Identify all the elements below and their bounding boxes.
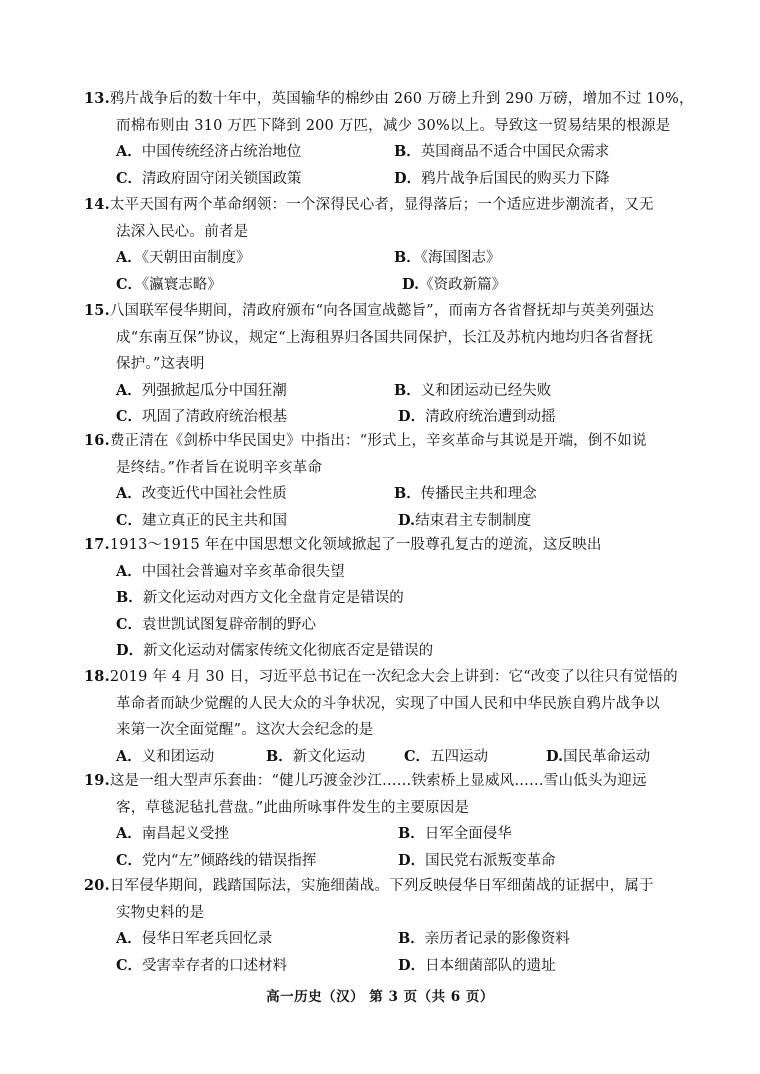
question-number: 14. (84, 196, 110, 213)
option-a: A．列强掀起瓜分中国狂潮 (116, 381, 287, 399)
question-number: 18. (84, 668, 110, 685)
options (84, 139, 684, 192)
option-b: B．英国商品不适合中国民众需求 (394, 143, 610, 160)
option-b: B．传播民主共和理念 (394, 485, 537, 502)
question-number: 13. (84, 90, 110, 107)
option-d: D．鸦片战争后国民的购买力下降 (394, 169, 610, 187)
question-number: 16. (84, 432, 110, 449)
options (84, 926, 684, 979)
question-17 (84, 532, 684, 665)
question-stem-line: 15.八国联军侵华期间，清政府颁布“向各国宣战懿旨”，而南方各省督抚却与英美列强达 (84, 302, 655, 319)
page-footer: 高一历史（汉） 第 3 页（共 6 页） (266, 989, 494, 1005)
question-stem-line: 实物史料的是 (116, 904, 205, 921)
option-c: C．五四运动 (404, 747, 489, 765)
question-stem-line: 客，草毯泥毡扎营盘。”此曲所咏事件发生的主要原因是 (116, 799, 470, 816)
option-b: B．《海国图志》 (394, 249, 501, 266)
option-b: B．义和团运动已经失败 (394, 381, 552, 399)
question-18 (84, 664, 684, 770)
question-stem-line: 13.鸦片战争后的数十年中，英国输华的棉纱由 260 万磅上升到 290 万磅，增加不过 10%， (84, 90, 694, 107)
question-number: 19. (84, 772, 110, 789)
question-20 (84, 873, 684, 979)
question-19 (84, 768, 684, 874)
option-d: D.《资政新篇》 (402, 275, 507, 293)
option-a: A．中国社会普遍对辛亥革命很失望 (116, 562, 345, 580)
question-13 (84, 86, 694, 192)
question-stem-line: 革命者而缺少觉醒的人民大众的斗争状况，实现了中国人民和中华民族自鸦片战争以 (116, 695, 660, 712)
option-a: A．《天朝田亩制度》 (116, 249, 251, 266)
options (84, 378, 684, 431)
question-stem-line: 14.太平天国有两个革命纲领：一个深得民心者，显得落后；一个适应进步潮流者，又无 (84, 196, 654, 213)
option-d: D.结束君主专制制度 (398, 511, 532, 529)
question-15 (84, 298, 684, 431)
option-c: C．清政府固守闭关锁国政策 (116, 169, 302, 187)
option-d: D．新文化运动对儒家传统文化彻底否定是错误的 (116, 642, 434, 659)
option-d: D．国民党右派叛变革命 (398, 851, 556, 869)
option-c: C．建立真正的民主共和国 (116, 511, 288, 529)
options (84, 744, 684, 771)
option-c: C．袁世凯试图复辟帝制的野心 (116, 615, 317, 633)
option-a: A．南昌起义受挫 (116, 825, 229, 842)
option-a: A．侵华日军老兵回忆录 (116, 930, 273, 947)
option-b: B．日军全面侵华 (398, 825, 512, 842)
options (84, 481, 684, 534)
option-d: D.国民革命运动 (546, 747, 651, 765)
question-stem-line: 16.费正清在《剑桥中华民国史》中指出：“形式上，辛亥革命与其说是开端，倒不如说 (84, 432, 647, 449)
option-a: A．改变近代中国社会性质 (116, 485, 287, 502)
option-a: A．中国传统经济占统治地位 (116, 143, 302, 160)
options (84, 821, 684, 874)
question-number: 15. (84, 302, 110, 319)
option-d: D．日本细菌部队的遗址 (398, 956, 556, 974)
question-stem-line: 来第一次全面觉醒”。这次大会纪念的是 (116, 722, 374, 738)
option-c: C．受害幸存者的口述材料 (116, 956, 288, 974)
question-stem-line: 成“东南互保”协议，规定“上海租界归各国共同保护，长江及苏杭内地均归各省督抚 (116, 329, 654, 346)
option-c: C．《瀛寰志略》 (116, 275, 222, 293)
question-stem-line: 20.日军侵华期间，践踏国际法，实施细菌战。下列反映侵华日军细菌战的证据中，属于 (84, 877, 654, 894)
option-c: C．巩固了清政府统治根基 (116, 408, 288, 425)
option-b: B．新文化运动 (266, 747, 366, 765)
question-stem-line: 18.2019 年 4 月 30 日，习近平总书记在一次纪念大会上讲到：它“改变了以往只有觉悟的 (84, 668, 678, 685)
question-stem-line: 保护。”这表明 (116, 356, 205, 372)
question-number: 20. (84, 877, 110, 894)
option-b: B．新文化运动对西方文化全盘肯定是错误的 (116, 589, 404, 606)
option-a: A．义和团运动 (116, 747, 215, 765)
options (84, 245, 684, 298)
question-16 (84, 428, 684, 534)
option-d: D．清政府统治遭到动摇 (398, 408, 556, 425)
question-number: 17. (84, 536, 110, 553)
option-c: C．党内“左”倾路线的错误指挥 (116, 851, 317, 869)
options (84, 559, 684, 665)
option-b: B．亲历者记录的影像资料 (398, 930, 570, 947)
question-stem-line: 是终结。”作者旨在说明辛亥革命 (116, 459, 323, 476)
question-14 (84, 192, 684, 298)
question-stem-line: 法深入民心。前者是 (116, 223, 249, 240)
question-stem-line: 17.1913～1915 年在中国思想文化领域掀起了一股尊孔复古的逆流，这反映出 (84, 536, 602, 553)
question-stem-line: 而棉布则由 310 万匹下降到 200 万匹，减少 30%以上。导致这一贸易结果的根源是 (116, 117, 671, 134)
question-stem-line: 19.这是一组大型声乐套曲：“健儿巧渡金沙江……铁索桥上显威风……雪山低头为迎远 (84, 772, 647, 789)
